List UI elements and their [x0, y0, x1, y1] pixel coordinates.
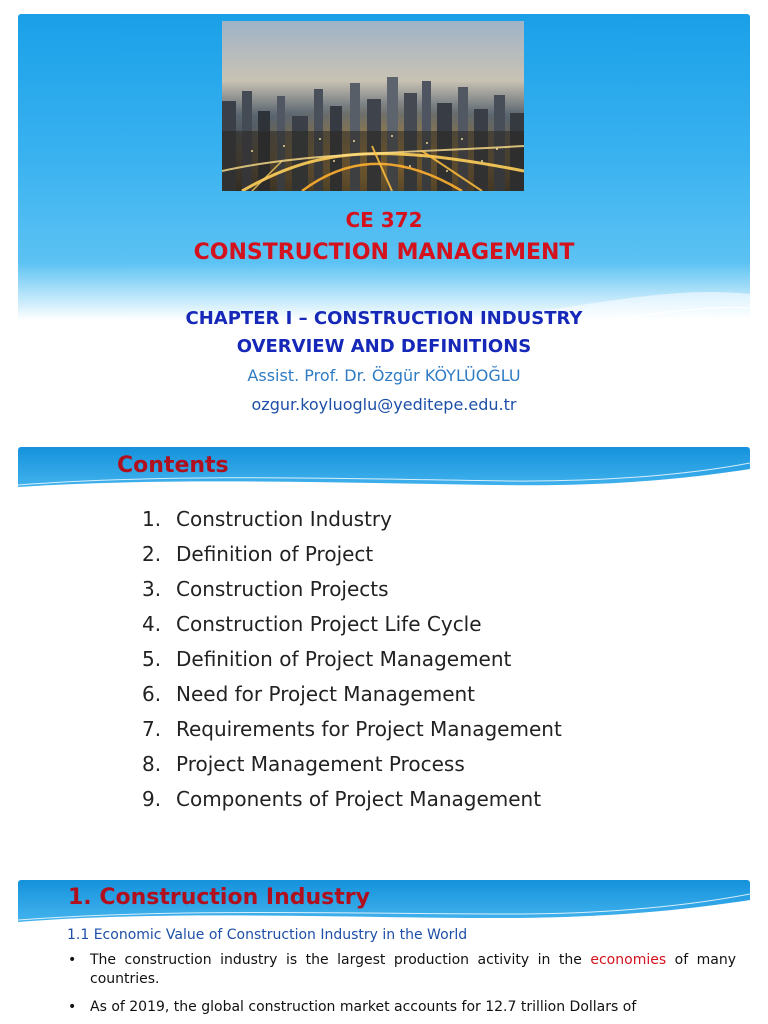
contents-item-number: 8. — [142, 752, 162, 776]
course-title: CONSTRUCTION MANAGEMENT — [193, 240, 575, 265]
contents-item-number: 2. — [142, 542, 162, 566]
contents-item-label: Components of Project Management — [176, 787, 542, 811]
contents-item-label: Project Management Process — [176, 752, 465, 776]
contents-item — [142, 577, 562, 612]
contents-item-number: 7. — [142, 717, 162, 741]
city-skyline-photo — [222, 21, 524, 191]
chapter-title-line1: CHAPTER I – CONSTRUCTION INDUSTRY — [185, 308, 583, 329]
bullet-list — [66, 951, 736, 1024]
contents-list — [142, 507, 562, 822]
contents-item-number: 3. — [142, 577, 162, 601]
bullet-text: As of 2019, the global construction market accounts for 12.7 trillion Dollars of — [90, 999, 637, 1015]
bullet-item — [66, 998, 736, 1017]
contents-item — [142, 542, 562, 577]
contents-item-label: Definition of Project — [176, 542, 374, 566]
section-slide — [18, 880, 750, 1024]
title-slide — [18, 14, 750, 428]
contents-item-number: 5. — [142, 647, 162, 671]
contents-item — [142, 612, 562, 647]
bullet-text: The construction industry is the largest production activity in the — [90, 952, 591, 968]
contents-item — [142, 787, 562, 822]
contents-item — [142, 507, 562, 542]
contents-item-label: Need for Project Management — [176, 682, 476, 706]
bullet-dot-icon: • — [68, 952, 77, 968]
contents-slide — [18, 447, 750, 843]
contents-item-label: Construction Industry — [176, 507, 392, 531]
contents-item-number: 4. — [142, 612, 162, 636]
section-title: 1. Construction Industry — [68, 885, 370, 910]
highlighted-word: economies — [590, 952, 667, 968]
contents-item-label: Construction Project Life Cycle — [176, 612, 482, 636]
author-email[interactable]: ozgur.koyluoglu@yeditepe.edu.tr — [251, 395, 517, 414]
contents-item — [142, 752, 562, 787]
contents-item-label: Definition of Project Management — [176, 647, 512, 671]
course-code: CE 372 — [345, 208, 423, 232]
contents-item-number: 6. — [142, 682, 162, 706]
author-name: Assist. Prof. Dr. Özgür KÖYLÜOĞLU — [247, 366, 521, 385]
contents-item — [142, 647, 562, 682]
contents-item-label: Construction Projects — [176, 577, 389, 601]
bullet-item — [66, 951, 736, 989]
subsection-title: 1.1 Economic Value of Construction Industry in the World — [67, 927, 468, 943]
contents-item — [142, 682, 562, 717]
contents-item-number: 9. — [142, 787, 162, 811]
contents-item-number: 1. — [142, 507, 162, 531]
bullet-text: of many countries. — [90, 952, 736, 987]
chapter-title-line2: OVERVIEW AND DEFINITIONS — [236, 336, 532, 357]
contents-item — [142, 717, 562, 752]
bullet-dot-icon: • — [68, 999, 77, 1015]
contents-heading: Contents — [117, 453, 229, 478]
contents-item-label: Requirements for Project Management — [176, 717, 562, 741]
